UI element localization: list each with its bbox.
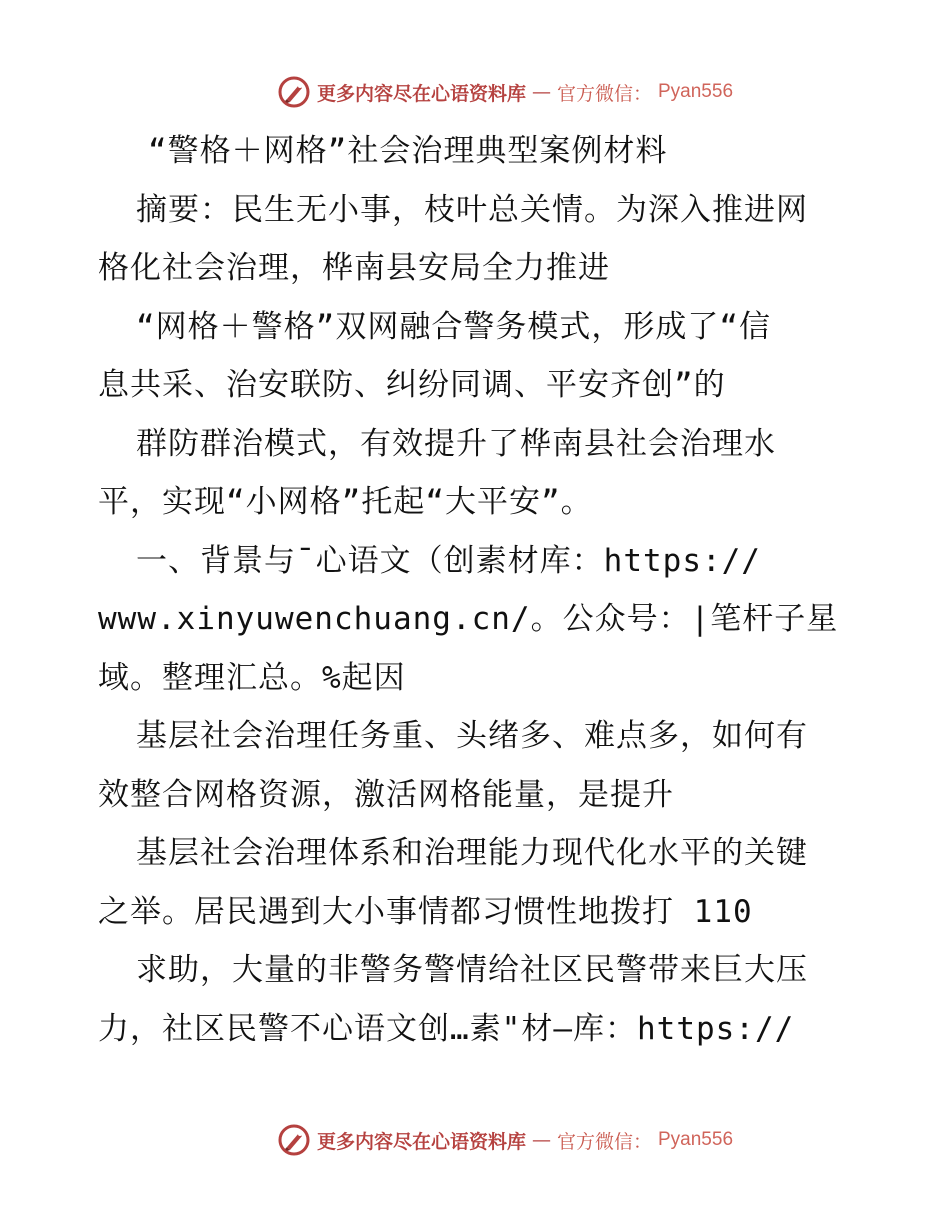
section-heading-line: 一、背景与¯心语文（创素材库：https:// <box>136 542 761 579</box>
paragraph-line: 求助，大量的非警务警情给社区民警带来巨大压 <box>136 952 808 988</box>
paragraph-line: 摘要：民生无小事，枝叶总关情。为深入推进网 <box>136 191 808 228</box>
header-dash: — <box>531 81 551 103</box>
document-title: “警格＋网格”社会治理典型案例材料 <box>148 133 668 169</box>
document-body <box>98 122 878 1058</box>
pen-logo-icon <box>277 75 311 109</box>
paragraph-line: 息共采、治安联防、纠纷同调、平安齐创”的 <box>98 367 726 403</box>
header-wechat-label: 官方微信： <box>556 82 652 105</box>
header-banner-inner <box>277 75 733 109</box>
footer-banner <box>0 1120 950 1160</box>
footer-site-text: 更多内容尽在心语资料库 <box>316 1130 526 1153</box>
paragraph-line: 群防群治模式，有效提升了桦南县社会治理水 <box>136 425 776 462</box>
paragraph-line: 效整合网格资源，激活网格能量，是提升 <box>98 776 674 813</box>
paragraph-line: 格化社会治理，桦南县安局全力推进 <box>98 250 610 286</box>
paragraph-line: 平，实现“小网格”托起“大平安”。 <box>98 484 593 520</box>
paragraph-line: 之举。居民遇到大小事情都习惯性地拨打 110 <box>98 893 753 930</box>
header-wechat-id: Pyan556 <box>658 81 734 102</box>
footer-wechat-id: Pyan556 <box>658 1129 734 1150</box>
header-site-text: 更多内容尽在心语资料库 <box>316 82 526 105</box>
footer-dash: — <box>531 1129 551 1151</box>
pen-logo-icon <box>277 1123 311 1157</box>
paragraph-line: 基层社会治理体系和治理能力现代化水平的关键 <box>136 835 808 871</box>
footer-banner-inner <box>277 1123 733 1157</box>
paragraph-line: www.xinyuwenchuang.cn/。公众号：|笔杆子星 <box>98 601 839 637</box>
header-banner <box>0 72 950 112</box>
paragraph-line: 基层社会治理任务重、头绪多、难点多，如何有 <box>136 718 808 754</box>
paragraph-line: “网格＋警格”双网融合警务模式，形成了“信 <box>136 308 771 345</box>
footer-wechat-label: 官方微信： <box>556 1130 652 1153</box>
paragraph-line: 域。整理汇总。%起因 <box>98 659 406 696</box>
paragraph-line: 力，社区民警不心语文创…素"材—库：https:// <box>98 1010 795 1047</box>
